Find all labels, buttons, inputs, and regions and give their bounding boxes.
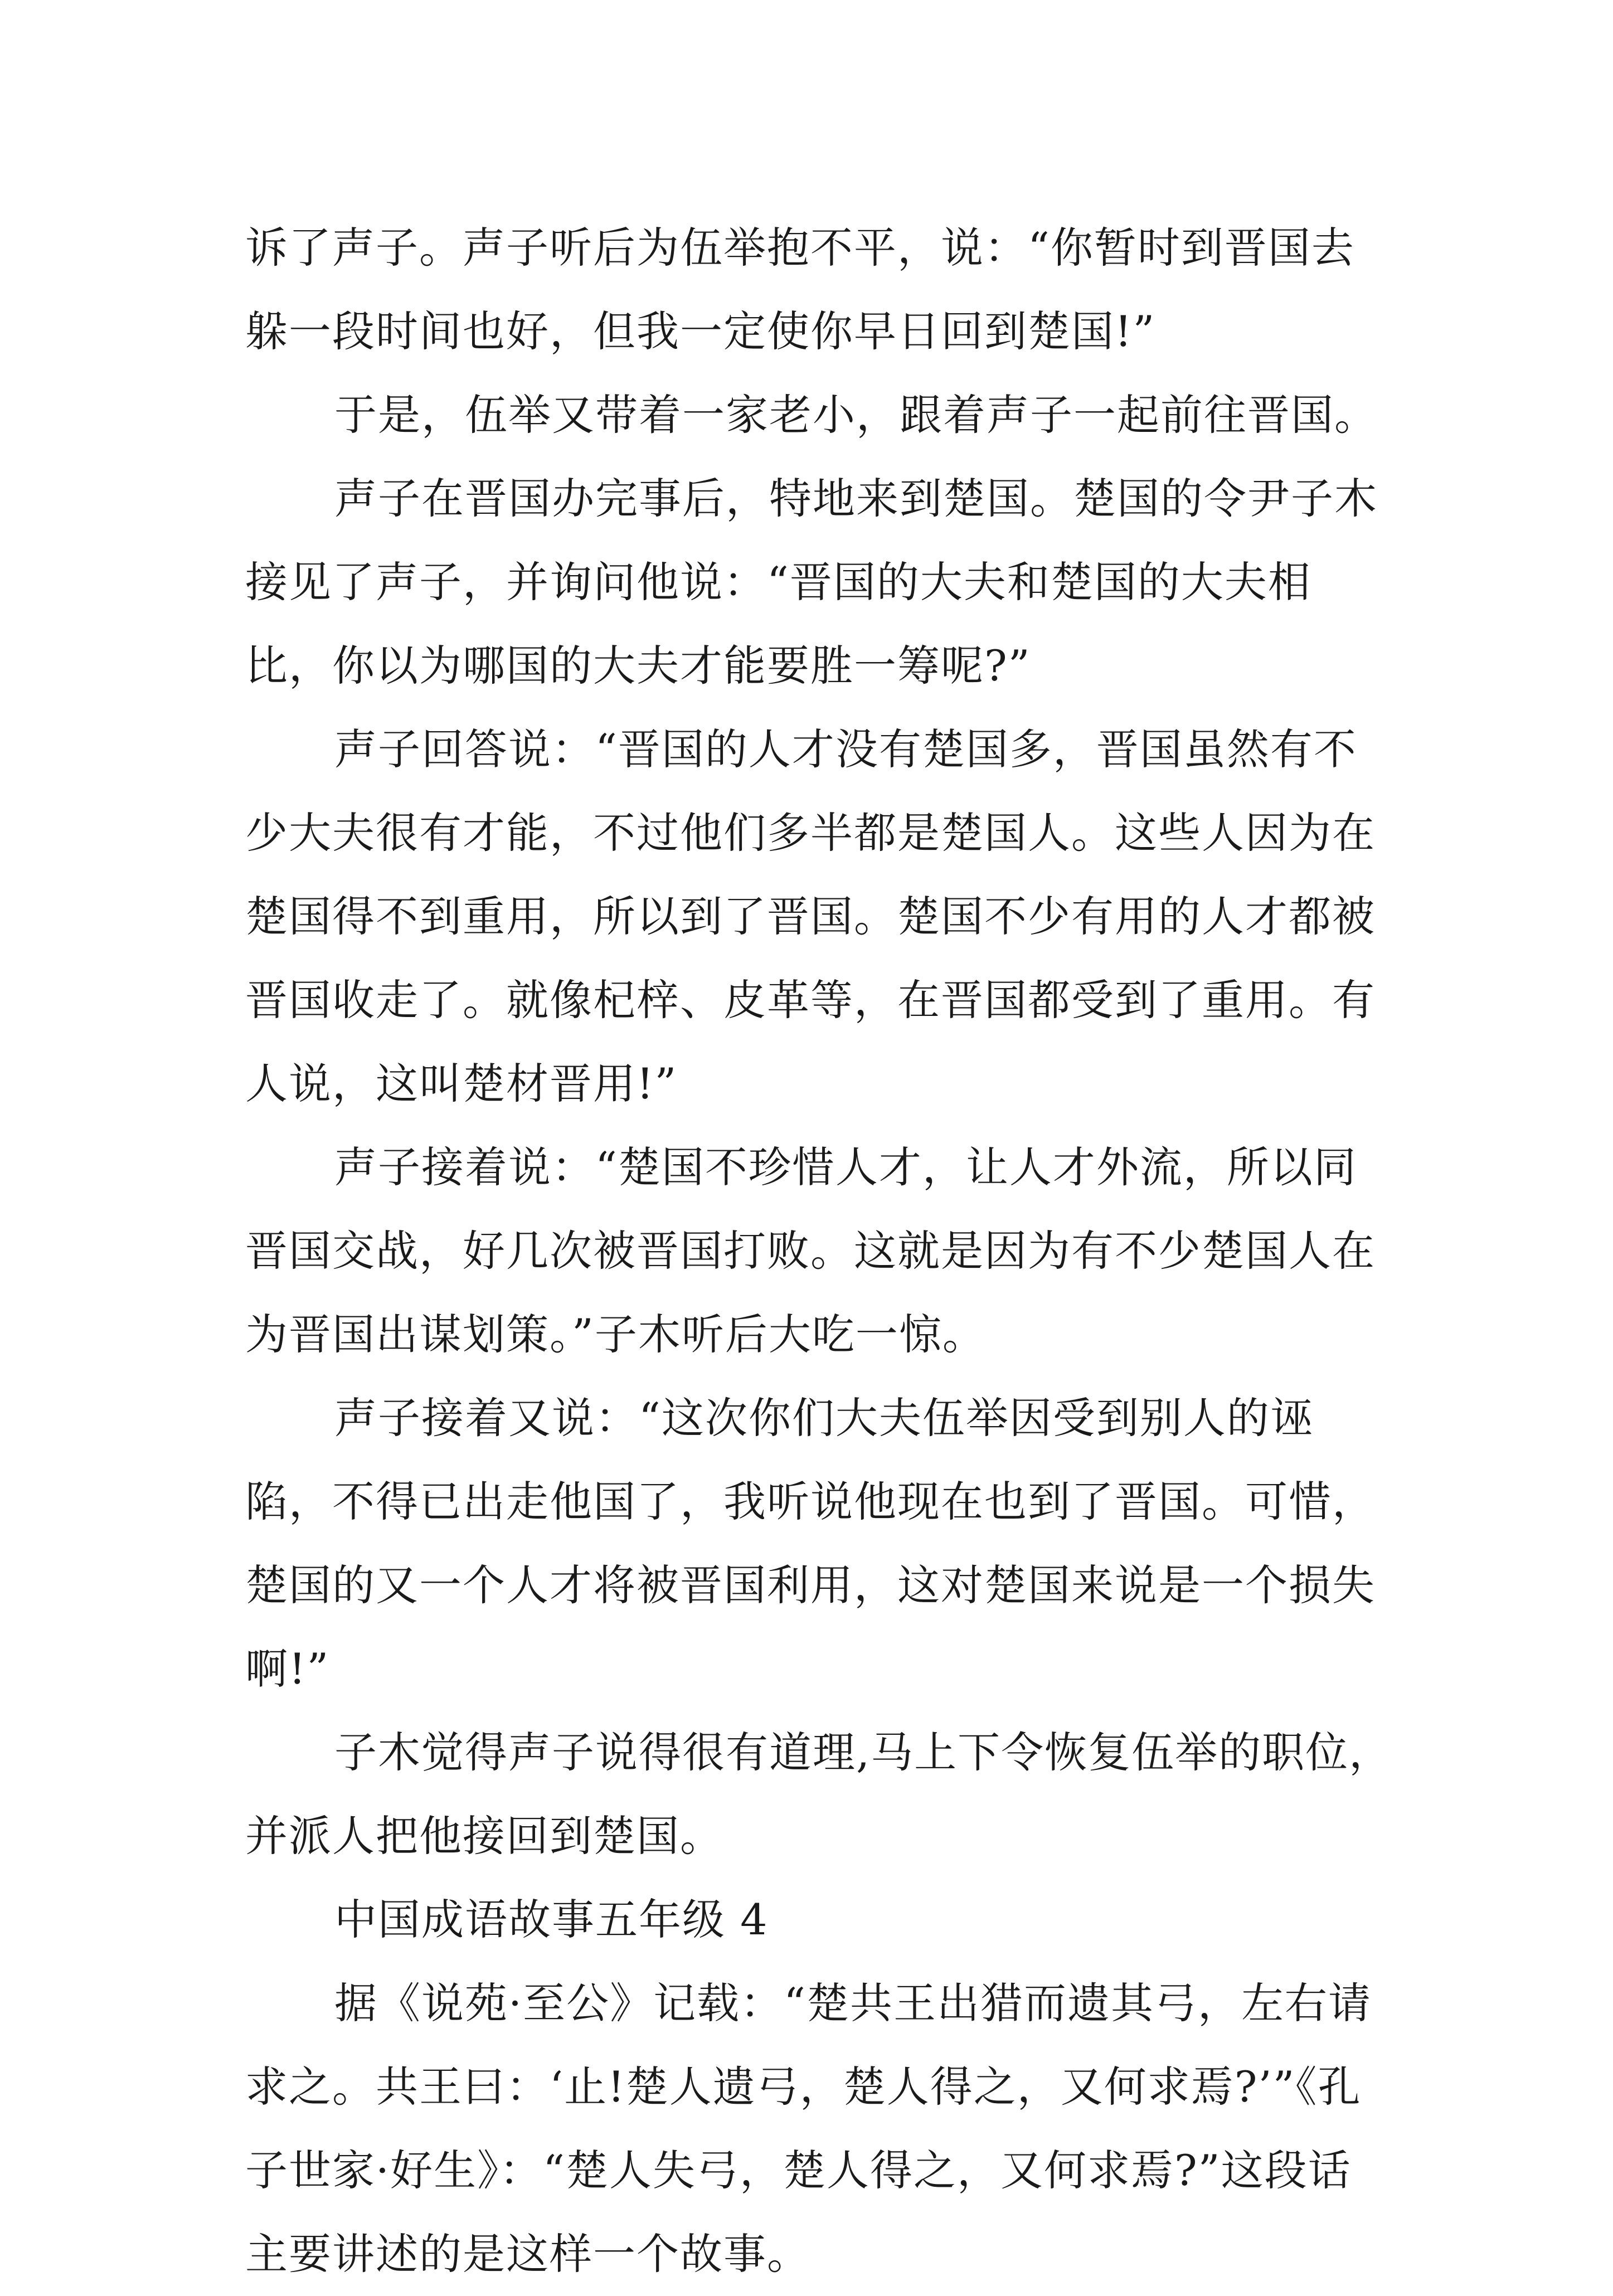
paragraph-5: 声子接着说：“楚国不珍惜人才，让人才外流，所以同晋国交战，好几次被晋国打败。这就是因为有不少楚国人在为晋国出谋划策。”子木听后大吃一惊。 [245, 1142, 1376, 1359]
paragraph-4: 声子回答说：“晋国的人才没有楚国多，晋国虽然有不少大夫很有才能，不过他们多半都是楚国人。这些人因为在楚国得不到重用，所以到了晋国。楚国不少有用的人才都被晋国收走了。就像杞梓、皮革等，在晋国都受到了重用。有人说，这叫楚材晋用!” [245, 724, 1376, 1108]
section-heading: 中国成语故事五年级 4 [334, 1895, 769, 1944]
paragraph-7: 子木觉得声子说得很有道理,马上下令恢复伍举的职位，并派人把他接回到楚国。 [245, 1728, 1393, 1861]
paragraph-3: 声子在晋国办完事后，特地来到楚国。楚国的令尹子木接见了声子，并询问他说：“晋国的大夫和楚国的大夫相比，你以为哪国的大夫才能要胜一筹呢?” [245, 474, 1378, 690]
paragraph-2: 于是，伍举又带着一家老小，跟着声子一起前往晋国。 [334, 390, 1378, 440]
paragraph-9: 据《说苑·至公》记载：“楚共王出猎而遗其弓，左右请求之。共王曰：‘止!楚人遗弓，楚人得之，又何求焉?’”《孔子世家·好生》：“楚人失弓，楚人得之，又何求焉?”这段话主要讲述的是这样一个故事。 [245, 1978, 1372, 2279]
paragraph-6: 声子接着又说：“这次你们大夫伍举因受到别人的诬陷，不得已出走他国了，我听说他现在也到了晋国。可惜，楚国的又一个人才将被晋国利用，这对楚国来说是一个损失啊!” [245, 1393, 1376, 1694]
paragraph-1: 诉了声子。声子听后为伍举抱不平，说：“你暂时到晋国去躲一段时间也好，但我一定使你早日回到楚国!” [245, 223, 1355, 356]
document-body [245, 206, 1393, 2296]
